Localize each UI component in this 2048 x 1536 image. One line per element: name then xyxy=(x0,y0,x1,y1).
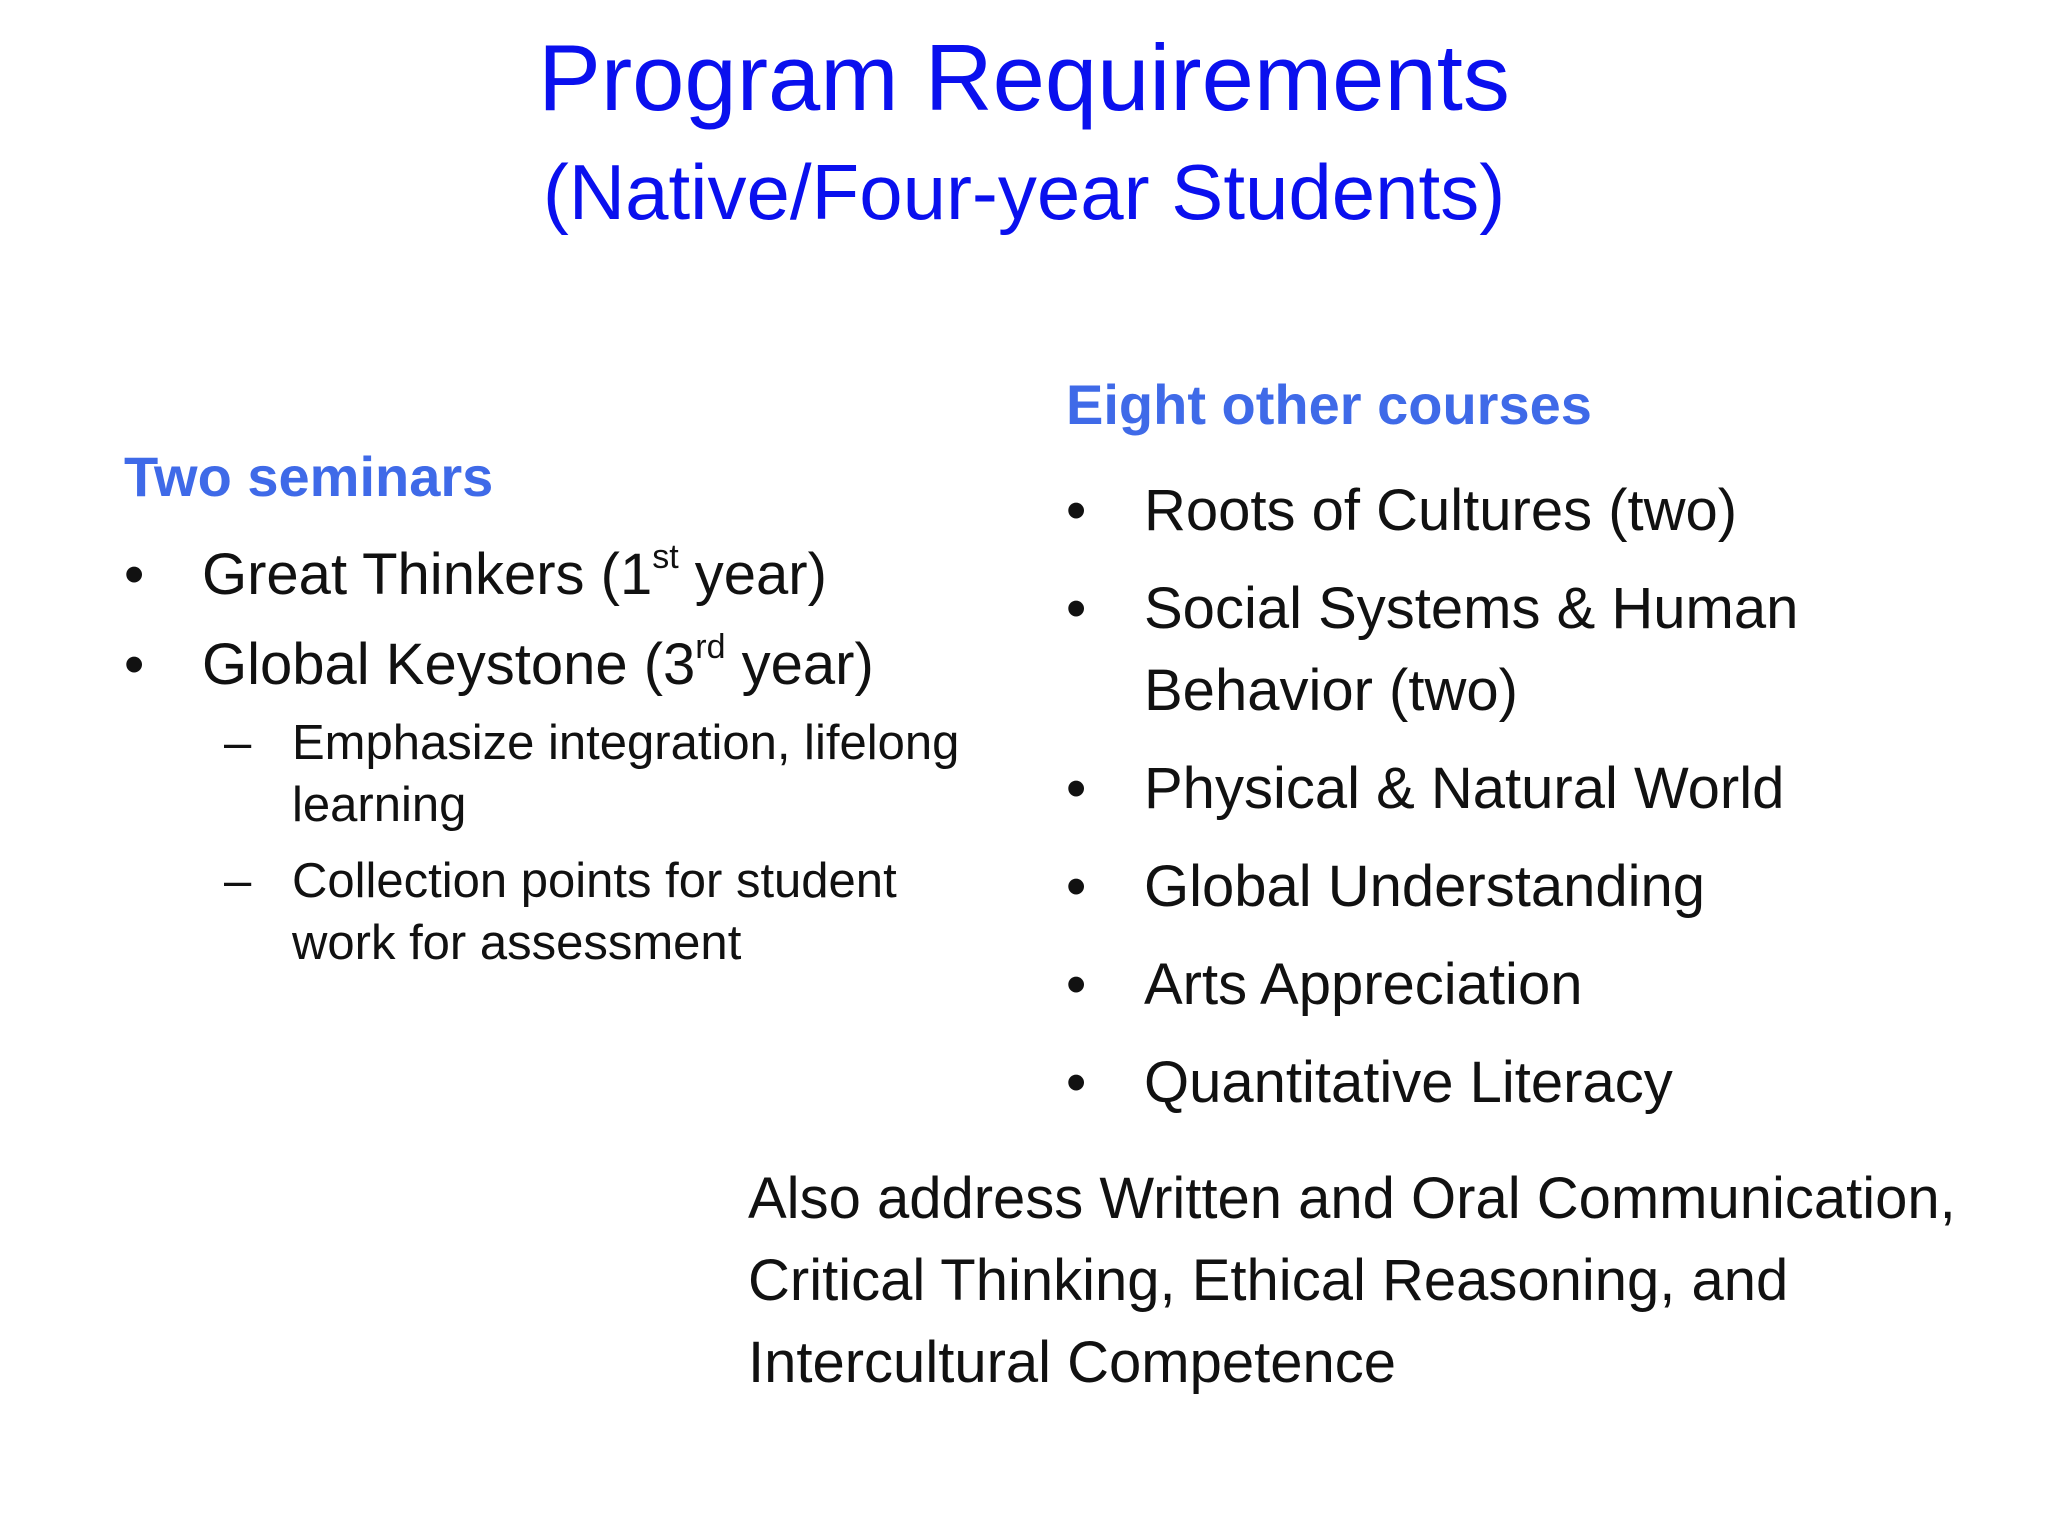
bullet-icon: • xyxy=(124,632,145,697)
seminar-great-thinkers: Great Thinkers (1st year) xyxy=(202,537,827,607)
list-item xyxy=(1066,846,2026,928)
keystone-sublist xyxy=(224,712,1004,988)
footer-note xyxy=(748,1158,2048,1404)
footer-line: Also address Written and Oral Communication, xyxy=(748,1166,1956,1231)
footer-line: Critical Thinking, Ethical Reasoning, and xyxy=(748,1248,1789,1313)
course-item: Roots of Cultures (two) xyxy=(1144,478,1738,543)
list-item xyxy=(1066,470,2026,552)
list-item xyxy=(124,534,1004,616)
subitem-text: Collection points for student work for assessment xyxy=(292,854,897,970)
dash-icon: – xyxy=(224,716,252,770)
footer-line: Intercultural Competence xyxy=(748,1330,1396,1395)
list-item xyxy=(1066,944,2026,1026)
list-item xyxy=(224,850,1004,974)
dash-icon: – xyxy=(224,854,252,908)
course-item: Arts Appreciation xyxy=(1144,952,1583,1017)
bullet-icon: • xyxy=(1066,576,1087,641)
list-item xyxy=(1066,748,2026,830)
course-item: Physical & Natural World xyxy=(1144,756,1785,821)
bullet-icon: • xyxy=(1066,756,1087,821)
course-item: Quantitative Literacy xyxy=(1144,1050,1673,1115)
eight-courses-heading: Eight other courses xyxy=(1066,373,1592,436)
slide-title: Program Requirements xyxy=(538,25,1510,130)
list-item xyxy=(1066,568,2026,732)
course-item: Global Understanding xyxy=(1144,854,1706,919)
bullet-icon: • xyxy=(1066,952,1087,1017)
bullet-icon: • xyxy=(1066,854,1087,919)
bullet-icon: • xyxy=(1066,478,1087,543)
seminar-global-keystone: Global Keystone (3rd year) xyxy=(202,627,874,697)
list-item xyxy=(1066,1042,2026,1124)
list-item xyxy=(224,712,1004,836)
subitem-text: Emphasize integration, lifelong learning xyxy=(292,716,960,832)
slide-subtitle: (Native/Four-year Students) xyxy=(542,148,1506,236)
two-seminars-heading: Two seminars xyxy=(124,445,494,508)
seminars-list xyxy=(124,534,1004,714)
bullet-icon: • xyxy=(124,542,145,607)
bullet-icon: • xyxy=(1066,1050,1087,1115)
course-item: Social Systems & Human Behavior (two) xyxy=(1144,576,1799,723)
list-item xyxy=(124,624,1004,706)
courses-list xyxy=(1066,470,2026,1140)
